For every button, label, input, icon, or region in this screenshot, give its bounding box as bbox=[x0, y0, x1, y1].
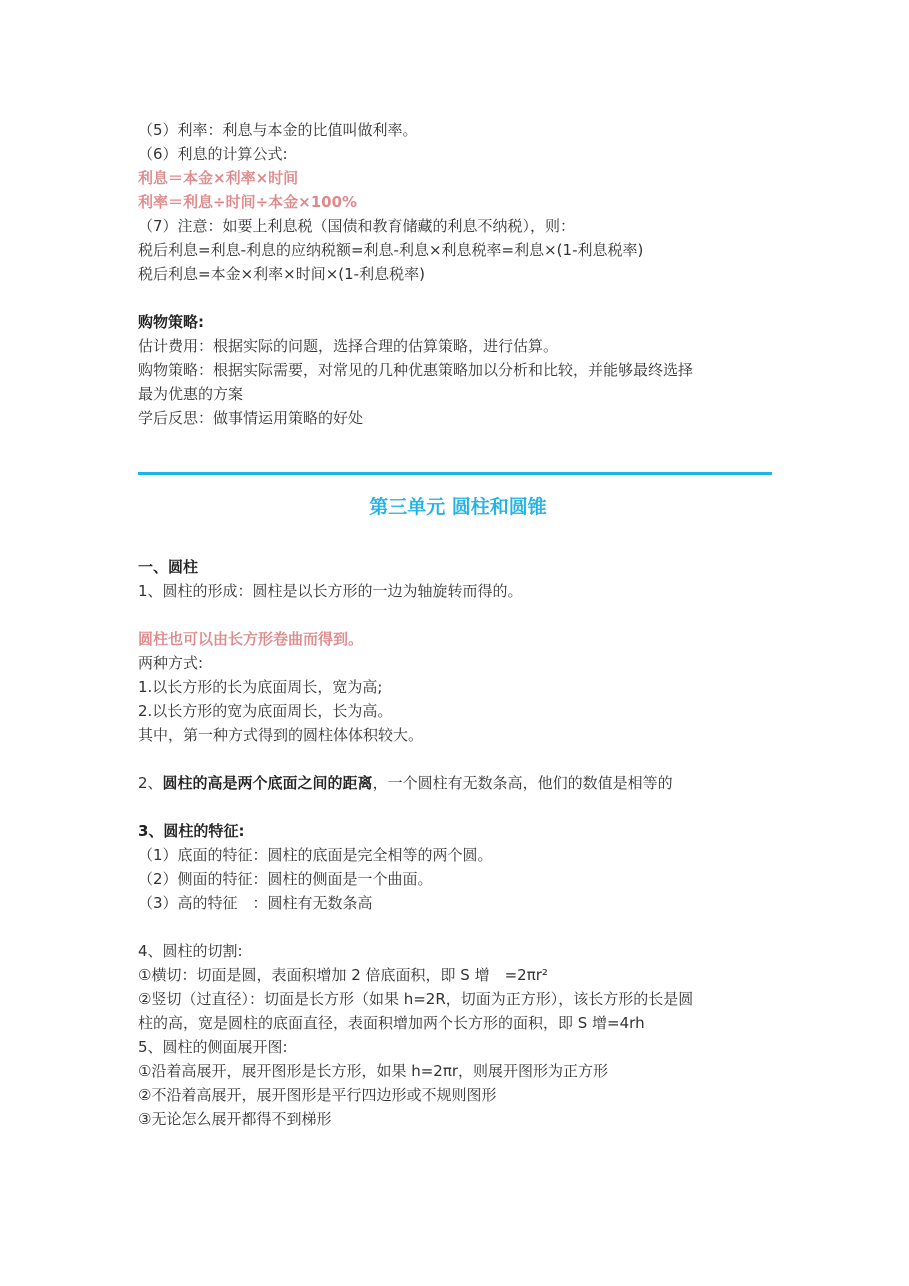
shopping-reflection: 学后反思：做事情运用策略的好处 bbox=[138, 409, 364, 427]
feature-1: （1）底面的特征：圆柱的底面是完全相等的两个圆。 bbox=[138, 846, 493, 864]
rate-formula: 利率＝利息÷时间÷本金×100% bbox=[138, 193, 358, 211]
shopping-estimate: 估计费用：根据实际的问题，选择合理的估算策略，进行估算。 bbox=[138, 337, 559, 355]
feature-3: （3）高的特征 ：圆柱有无数条高 bbox=[138, 894, 373, 912]
section-divider bbox=[138, 472, 772, 475]
p2-prefix: 2、 bbox=[138, 774, 163, 792]
shopping-heading: 购物策略: bbox=[138, 313, 204, 331]
cutting-heading: 4、圆柱的切割: bbox=[138, 942, 243, 960]
cylinder-features-heading: 3、圆柱的特征: bbox=[138, 822, 245, 840]
cylinder-heading: 一、圆柱 bbox=[138, 558, 199, 576]
interest-item-5: （5）利率：利息与本金的比值叫做利率。 bbox=[138, 121, 418, 139]
two-ways-label: 两种方式: bbox=[138, 654, 204, 672]
after-tax-formula-2: 税后利息=本金×利率×时间×(1-利息税率) bbox=[138, 265, 425, 283]
ways-comparison: 其中，第一种方式得到的圆柱体体积较大。 bbox=[138, 726, 424, 744]
cut-vertical-line-2: 柱的高，宽是圆柱的底面直径，表面积增加两个长方形的面积，即 S 增=4rh bbox=[138, 1014, 645, 1032]
cylinder-height-paragraph bbox=[138, 771, 778, 795]
way-2: 2.以长方形的宽为底面周长，长为高。 bbox=[138, 702, 393, 720]
feature-2: （2）侧面的特征：圆柱的侧面是一个曲面。 bbox=[138, 870, 433, 888]
after-tax-formula-1: 税后利息=利息-利息的应纳税额=利息-利息×利息税率=利息×(1-利息税率) bbox=[138, 241, 644, 259]
cylinder-formation: 1、圆柱的形成：圆柱是以长方形的一边为轴旋转而得的。 bbox=[138, 582, 523, 600]
unit-title: 第三单元 圆柱和圆锥 bbox=[369, 496, 547, 518]
interest-item-7: （7）注意：如要上利息税（国债和教育储藏的利息不纳税），则： bbox=[138, 217, 576, 235]
interest-formula: 利息＝本金×利率×时间 bbox=[138, 169, 299, 187]
unfold-3: ③无论怎么展开都得不到梯形 bbox=[138, 1110, 332, 1128]
p2-bold-definition: 圆柱的高是两个底面之间的距离 bbox=[162, 774, 373, 792]
shopping-strategy-line-2: 最为优惠的方案 bbox=[138, 385, 244, 403]
p2-rest: ，一个圆柱有无数条高，他们的数值是相等的 bbox=[372, 774, 673, 792]
cylinder-formation-note: 圆柱也可以由长方形卷曲而得到。 bbox=[138, 630, 364, 648]
cut-horizontal: ①横切：切面是圆，表面积增加 2 倍底面积，即 S 增 =2πr² bbox=[138, 966, 548, 984]
shopping-strategy-line-1: 购物策略：根据实际需要，对常见的几种优惠策略加以分析和比较，并能够最终选择 bbox=[138, 361, 694, 379]
unfold-1: ①沿着高展开，展开图形是长方形，如果 h=2πr，则展开图形为正方形 bbox=[138, 1062, 609, 1080]
unfold-2: ②不沿着高展开，展开图形是平行四边形或不规则图形 bbox=[138, 1086, 497, 1104]
cut-vertical-line-1: ②竖切（过直径）：切面是长方形（如果 h=2R，切面为正方形），该长方形的长是圆 bbox=[138, 990, 694, 1008]
unfold-heading: 5、圆柱的侧面展开图: bbox=[138, 1038, 288, 1056]
document-body bbox=[138, 118, 778, 1131]
interest-item-6: （6）利息的计算公式: bbox=[138, 145, 288, 163]
way-1: 1.以长方形的长为底面周长，宽为高; bbox=[138, 678, 383, 696]
